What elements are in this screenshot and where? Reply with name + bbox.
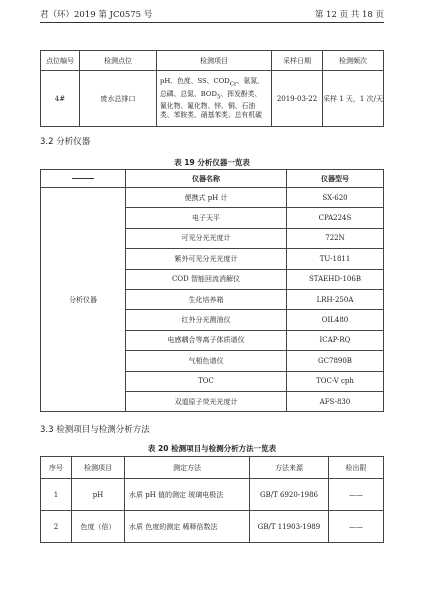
test-item: pH [72,479,125,511]
instrument-name: 气相色谱仪 [126,351,287,371]
table-row [41,71,384,127]
column-header: 检测项目 [72,457,125,479]
table-header-row [41,170,384,188]
instrument-name: 电子天平 [126,208,287,228]
instrument-row [41,188,384,208]
table-caption: 表 20 检测项目与检测分析方法一览表 [147,444,277,453]
section-heading: 3.3 检测项目与检测分析方法 [40,425,150,435]
instrument-name: 红外分光测油仪 [126,310,287,330]
column-header: 检测项目 [157,51,272,71]
instrument-model: ICAP-RQ [287,330,384,350]
test-items: pH、色度、SS、$COD_{Cr}$、氨氮、总磷、总氮、$BOD_5$、挥发酚类、氰化物、氟化物、锌、铜、石油类、苯胺类、硝基苯类、总有机碳 [157,71,272,127]
instrument-model: TU-1811 [287,249,384,269]
sampling-table [40,50,384,127]
test-item: 色度（倍） [72,511,125,543]
dash-header [41,170,126,188]
method-row [41,511,384,543]
instrument-name: 可见分光光度计 [126,228,287,248]
instrument-name: 生化培养箱 [126,289,287,309]
sampling-date: 2019-03-22 [272,71,323,127]
column-header: 仪器型号 [287,170,384,188]
column-header: 测定方法 [125,457,250,479]
method-table [40,456,384,543]
method-row [41,479,384,511]
instrument-table [40,169,384,412]
point-id: 4# [41,71,80,127]
column-header: 序号 [41,457,72,479]
row-number: 2 [41,511,72,543]
instrument-name: 电感耦合等离子体质谱仪 [126,330,287,350]
method-source: GB/T 11903-1989 [250,511,329,543]
table-header-row [41,51,384,71]
table-caption: 表 19 分析仪器一览表 [174,158,250,167]
instrument-model: CPA224S [287,208,384,228]
instrument-model: OIL480 [287,310,384,330]
page-number: 第 12 页 共 18 页 [314,10,384,20]
instrument-name: 双道原子荧光光度计 [126,391,287,411]
column-header: 检出限 [329,457,384,479]
column-header: 检测点位 [80,51,157,71]
instrument-model: SX-620 [287,188,384,208]
instrument-name: TOC [126,371,287,391]
instrument-model: GC7890B [287,351,384,371]
column-header: 点位编号 [41,51,80,71]
instrument-model: TOC-V cph [287,371,384,391]
instrument-name: 便携式 pH 计 [126,188,287,208]
instrument-model: STAEHD-106B [287,269,384,289]
instrument-model: LRH-250A [287,289,384,309]
instrument-name: 紫外可见分光光度计 [126,249,287,269]
column-header: 采样日期 [272,51,323,71]
row-number: 1 [41,479,72,511]
group-label: 分析仪器 [41,188,126,412]
instrument-model: 722N [287,228,384,248]
instrument-name: COD 智能回流消解仪 [126,269,287,289]
column-header: 方法来源 [250,457,329,479]
detection-limit: —— [329,479,384,511]
report-number: 君（环）2019 第 JC0575 号 [40,10,153,20]
detection-limit: —— [329,511,384,543]
column-header: 检测频次 [323,51,384,71]
page-header [40,6,384,23]
sampling-frequency: 采样 1 天，1 次/天 [323,71,384,127]
column-header: 仪器名称 [126,170,287,188]
method-source: GB/T 6920-1986 [250,479,329,511]
instrument-model: AFS-830 [287,391,384,411]
test-method: 水质 pH 值的测定 玻璃电极法 [125,479,250,511]
point-location: 废水总排口 [80,71,157,127]
test-method: 水质 色度的测定 稀释倍数法 [125,511,250,543]
section-heading: 3.2 分析仪器 [40,137,91,147]
table-header-row [41,457,384,479]
